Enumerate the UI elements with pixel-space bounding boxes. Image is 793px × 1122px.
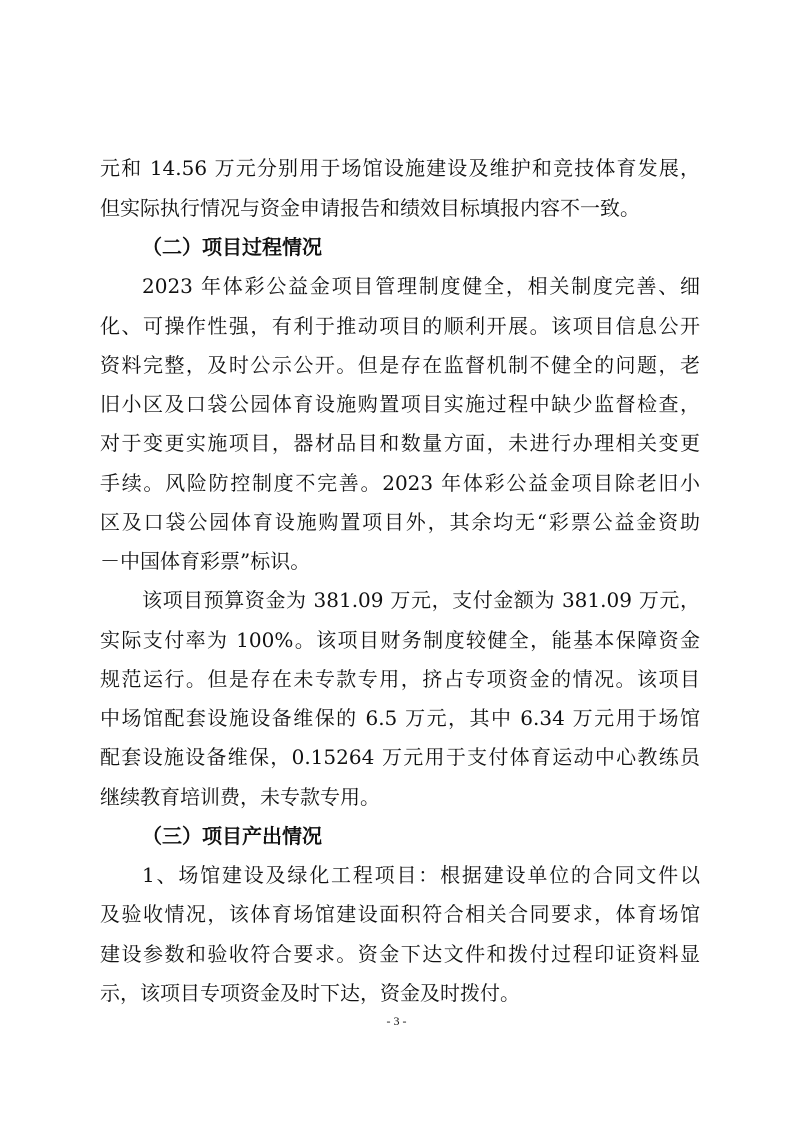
text-line: 元和 14.56 万元分别用于场馆设施建设及维护和竞技体育发展， <box>100 156 700 180</box>
text-line: 区及口袋公园体育设施购置项目外，其余均无“彩票公益金资助 <box>100 510 700 534</box>
text-line: 该项目预算资金为 381.09 万元，支付金额为 381.09 万元， <box>142 588 700 612</box>
text-line: －中国体育彩票”标识。 <box>100 549 311 573</box>
section-heading-process: （二）项目过程情况 <box>142 235 322 259</box>
text-line: 实际支付率为 100%。该项目财务制度较健全，能基本保障资金 <box>100 628 700 652</box>
text-line: 资料完整，及时公示公开。但是存在监督机制不健全的问题，老 <box>100 353 700 377</box>
text-line: 继续教育培训费，未专款专用。 <box>100 785 380 809</box>
text-line: 配套设施设备维保，0.15264 万元用于支付体育运动中心教练员 <box>100 745 700 769</box>
text-line: 对于变更实施项目，器材品目和数量方面，未进行办理相关变更 <box>100 431 700 455</box>
text-line: 1、场馆建设及绿化工程项目：根据建设单位的合同文件以 <box>142 863 700 887</box>
section-heading-output: （三）项目产出情况 <box>142 824 322 848</box>
text-line: 但实际执行情况与资金申请报告和绩效目标填报内容不一致。 <box>100 196 640 220</box>
text-line: 示，该项目专项资金及时下达，资金及时拨付。 <box>100 981 520 1005</box>
text-line: 化、可操作性强，有利于推动项目的顺利开展。该项目信息公开 <box>100 314 700 338</box>
text-line: 2023 年体彩公益金项目管理制度健全，相关制度完善、细 <box>142 274 700 298</box>
page-number: - 3 - <box>386 1014 407 1028</box>
text-line: 规范运行。但是存在未专款专用，挤占专项资金的情况。该项目 <box>100 667 700 691</box>
text-line: 手续。风险防控制度不完善。2023 年体彩公益金项目除老旧小 <box>100 471 700 495</box>
text-line: 建设参数和验收符合要求。资金下达文件和拨付过程印证资料显 <box>100 942 700 966</box>
text-line: 中场馆配套设施设备维保的 6.5 万元，其中 6.34 万元用于场馆 <box>100 706 700 730</box>
text-line: 旧小区及口袋公园体育设施购置项目实施过程中缺少监督检查， <box>100 392 700 416</box>
text-line: 及验收情况，该体育场馆建设面积符合相关合同要求，体育场馆 <box>100 902 700 926</box>
